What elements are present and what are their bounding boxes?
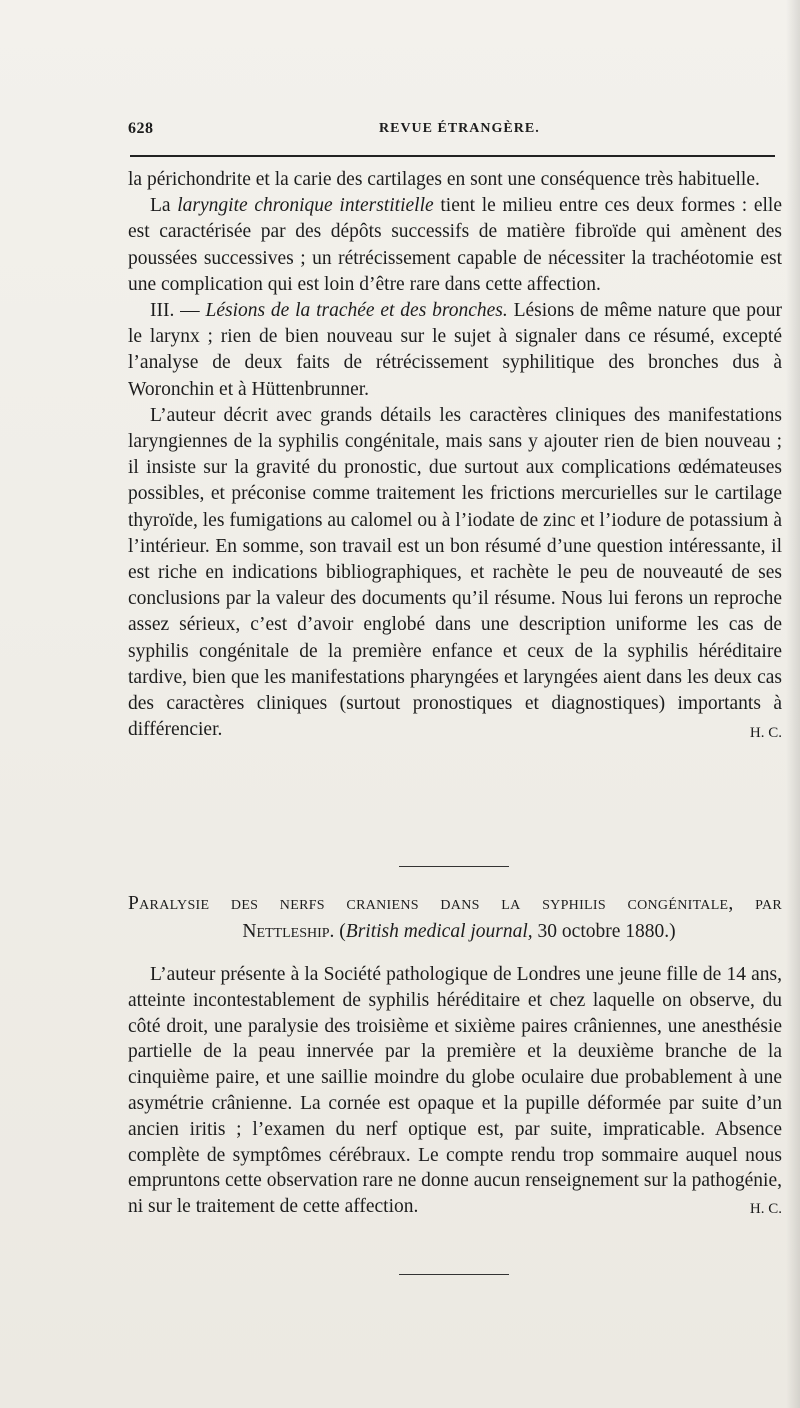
paragraph <box>128 193 782 298</box>
review-1-body <box>128 167 782 746</box>
source-journal: British medical journal, <box>345 921 533 942</box>
signature: H. C. <box>749 725 782 742</box>
page-number: 628 <box>128 120 154 137</box>
paragraph <box>128 403 782 744</box>
text-run: Lésions de même nature que pour le larynx ; rien de bien nouveau sur le sujet à signaler dans ce résumé, excepté l’analyse de deux faits de rétrécissement syphilitique des bronches dus à Woronchin et à Hüttenbrunner. <box>128 300 782 400</box>
paragraph <box>128 962 782 1220</box>
review-2-body <box>128 962 782 1223</box>
header-rule <box>130 155 775 157</box>
heading-title: Paralysie des nerfs craniens dans la syphilis congénitale, par <box>128 893 782 914</box>
text-run: L’auteur décrit avec grands détails les caractères cliniques des manifestations laryngiennes de la syphilis congénitale, mais sans y ajouter rien de bien nouveau ; il insiste sur la gravité du pronostic, due surtout aux complications œdémateuses possibles, et préconise comme traitement les frictions mercurielles sur le cartilage thyroïde, les fumigations au calomel ou à l’iodate de zinc et l’iodure de potassium à l’intérieur. En somme, son travail est un bon résumé d’une question intéressante, il est riche en indications bibliographiques, et rachète le peu de nouveauté de ses conclusions par la valeur des documents qu’il résume. Nous lui ferons un reproche assez sérieux, c’est d’avoir englobé dans une description uniforme les cas de syphilis congénitale de la première enfance et ceux de la syphilis héréditaire tardive, bien que les manifestations pharyngées et laryngées aient dans les deux cas des caractères cliniques (surtout pronostiques et diagnostiques) importants à différencier. <box>128 404 782 741</box>
heading-citation <box>136 918 782 946</box>
journal-title: REVUE ÉTRANGÈRE. <box>379 121 540 136</box>
section-title: Lésions de la trachée et des bronches. <box>205 300 508 322</box>
author-name: Nettleship. <box>242 921 335 942</box>
text-run: ( <box>334 921 346 942</box>
signature: H. C. <box>749 1201 782 1218</box>
section-separator <box>399 1274 509 1275</box>
review-2-heading <box>128 890 782 946</box>
text-run: tient le milieu entre ces deux formes : elle est caractérisée par des dépôts successifs de matière fibroïde qui amènent des poussées successives ; un rétrécissement capable de nécessiter la trachéotomie est une complication qui est loin d’être rare dans cette affection. <box>128 195 782 295</box>
paragraph: la périchondrite et la carie des cartilages en sont une conséquence très habituelle. <box>128 169 760 190</box>
section-separator <box>399 866 509 867</box>
publication-date: 30 octobre 1880.) <box>532 921 676 942</box>
italic-term: laryngite chronique interstitielle <box>177 195 434 217</box>
paragraph <box>128 298 782 403</box>
section-number: III. — <box>150 300 206 322</box>
page-edge-shadow <box>786 0 800 1408</box>
text-run: L’auteur présente à la Société pathologique de Londres une jeune fille de 14 ans, atteinte incontestablement de syphilis héréditaire et chez laquelle on observe, du côté droit, une paralysie des troisième et sixième paires crâniennes, une anesthésie partielle de la peau innervée par la première et la deuxième branche de la cinquième paire, et une saillie moindre du globe oculaire due probablement à une asymétrie crânienne. La cornée est opaque et la pupille déformée par suite d’un ancien iritis ; l’examen du nerf optique est, par suite, impraticable. Absence complète de symptômes cérébraux. Le compte rendu trop sommaire auquel nous empruntons cette observation rare ne donne aucun renseignement sur la pathogénie, ni sur le traitement de cette affection. <box>128 964 782 1218</box>
text-run: La <box>150 195 178 217</box>
running-head <box>128 120 774 142</box>
